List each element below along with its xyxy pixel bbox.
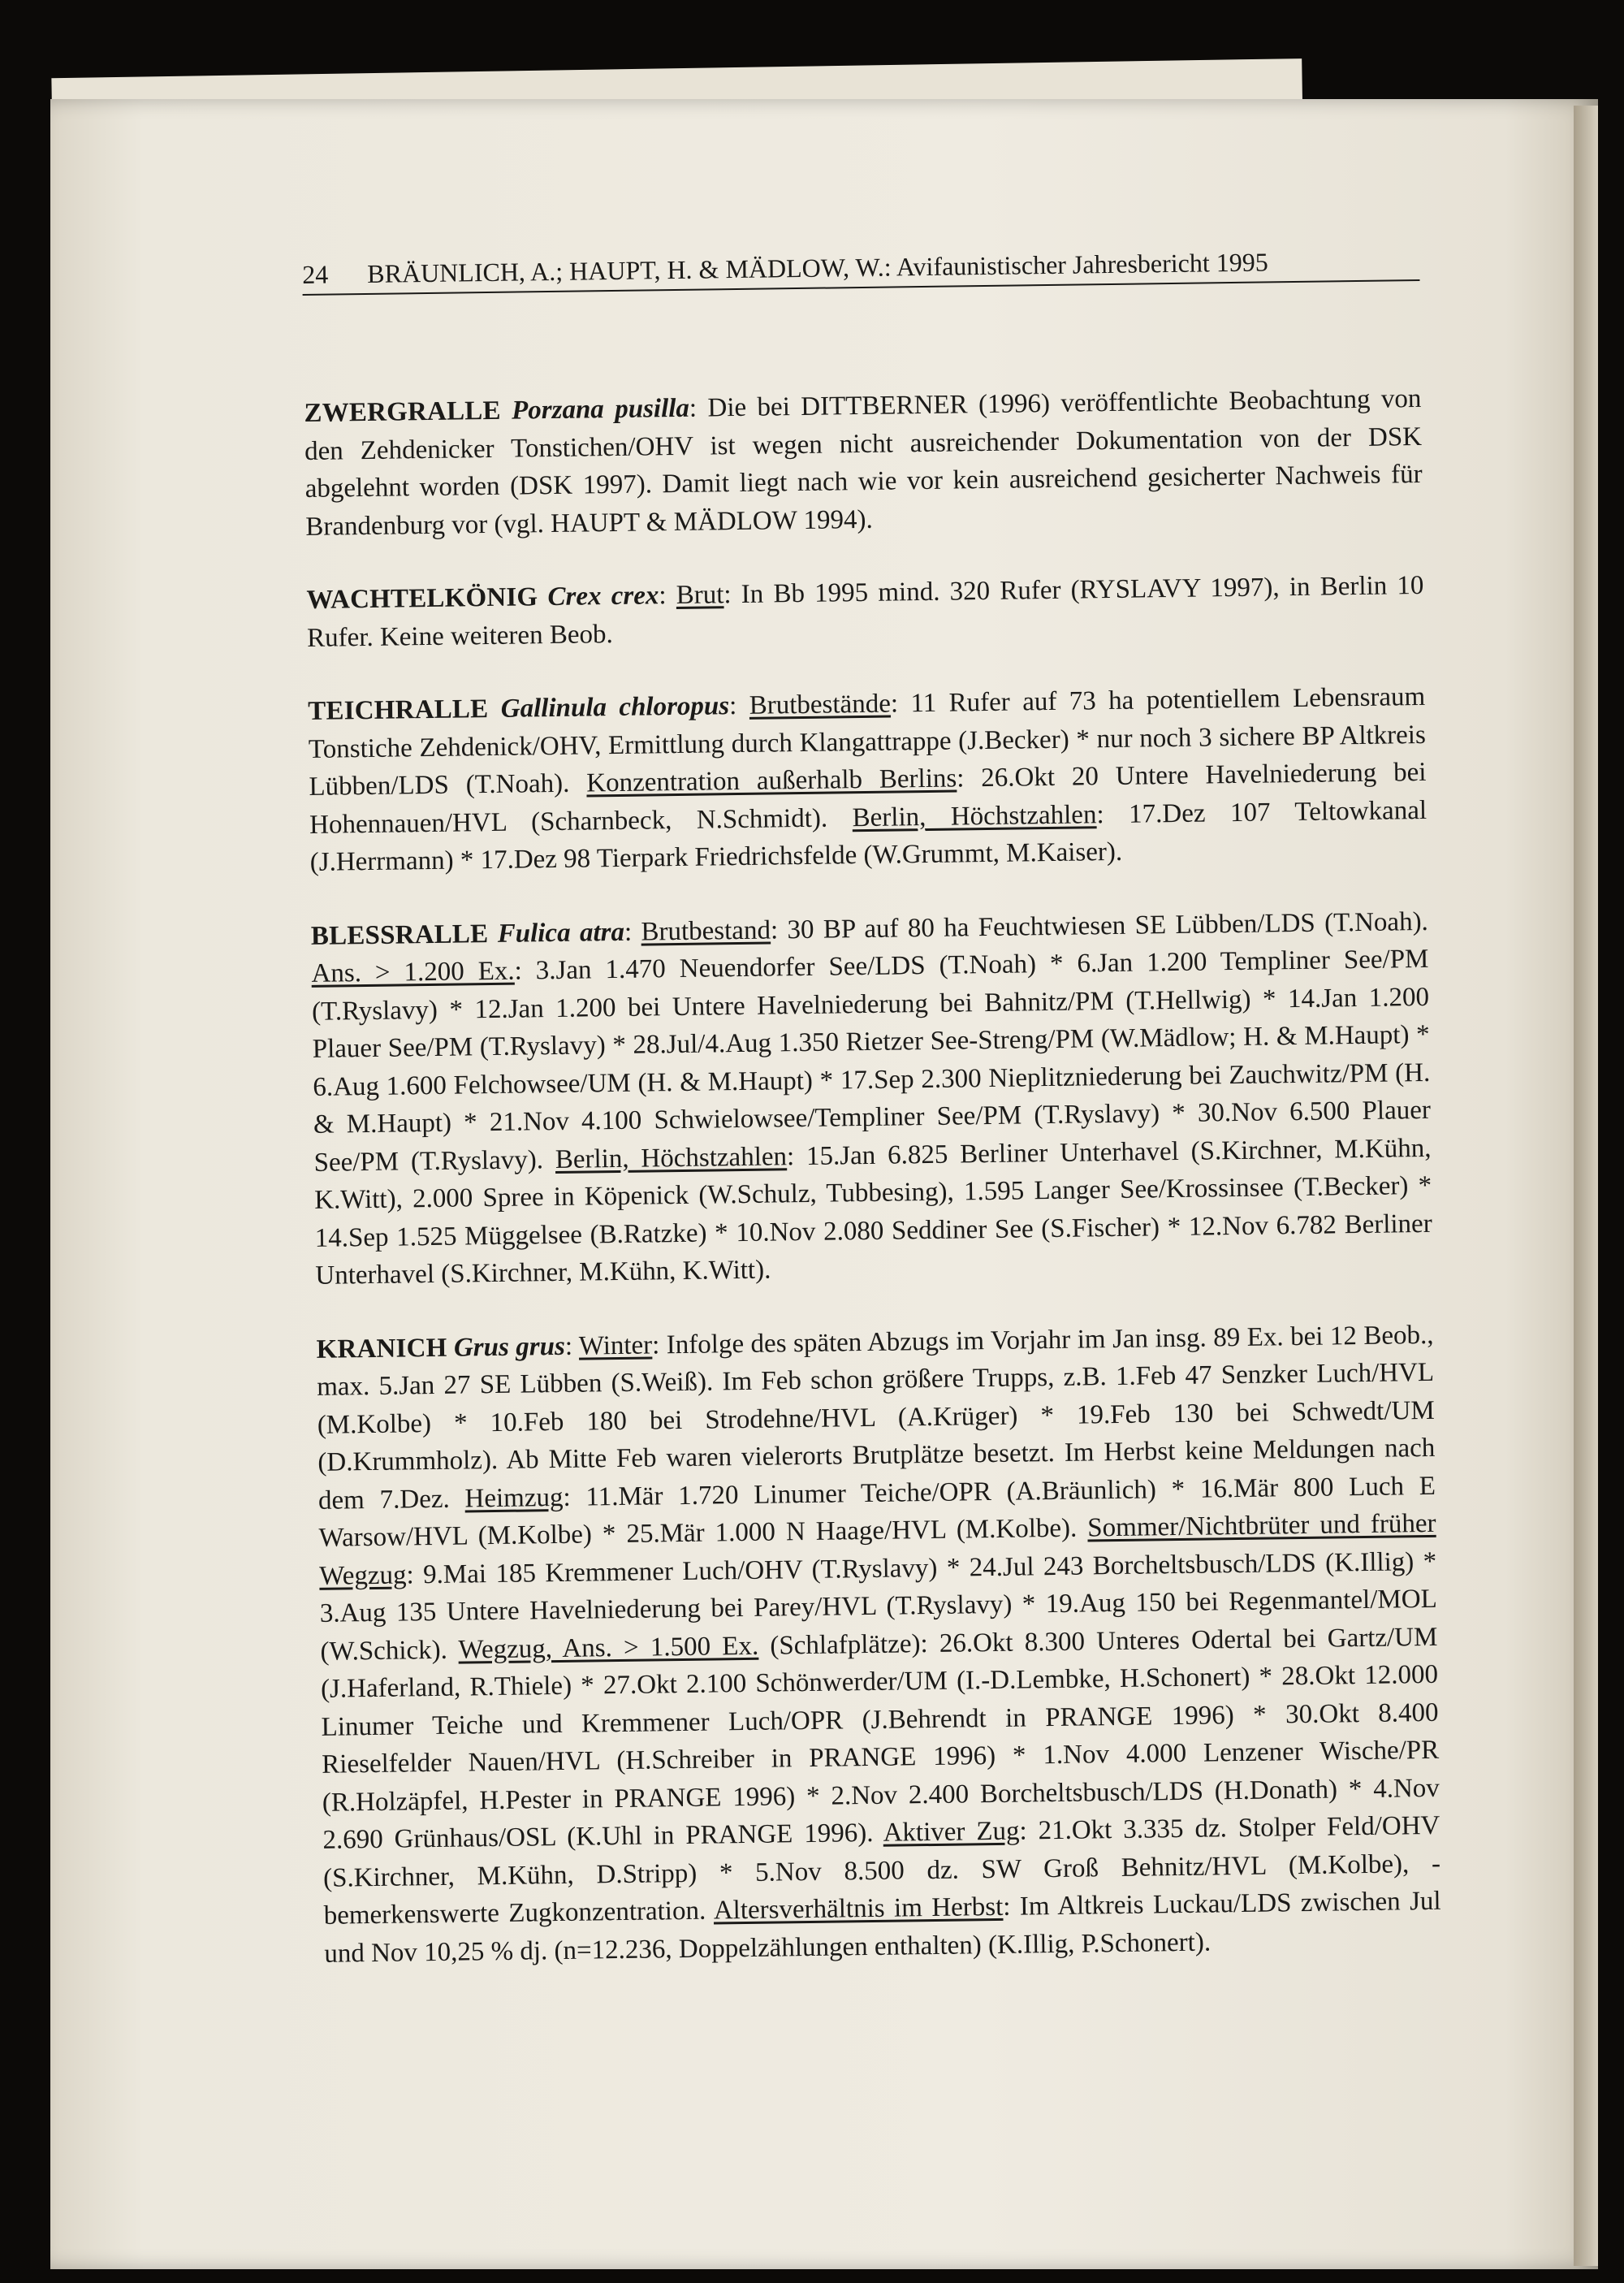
section-heading: Wegzug, Ans. > 1.500 Ex.: [458, 1631, 759, 1665]
section-heading: Sommer/Nichtbrüter und früher Wegzug: [319, 1508, 1436, 1591]
entry-text: :: [624, 917, 641, 947]
section-heading: Heimzug: [464, 1482, 564, 1514]
species-name: WACHTELKÖNIG: [306, 582, 538, 615]
entry-text: : 30 BP auf 80 ha Feuchtwiesen SE Lübben/LDS (T.Noah).: [770, 906, 1429, 945]
section-heading: Ans. > 1.200 Ex.: [311, 956, 515, 988]
entry-text: : Die bei DITTBERNER (1996) veröffentlichte Beobachtung von den Zehdenicker Tonstichen/OHV ist wegen nicht ausreichender Dokumentation von der DSK abgelehnt worden (DSK 1997). Damit liegt nach wie vor kein ausreichend gesicherter Nachweis für Brandenburg vor (vgl. HAUPT & MÄDLOW 1994).: [304, 383, 1423, 542]
scientific-name: Crex crex: [547, 581, 659, 612]
species-name: TEICHRALLE: [308, 694, 489, 726]
scientific-name: Fulica atra: [497, 917, 625, 949]
section-heading: Brutbestände: [749, 689, 892, 720]
section-heading: Winter: [578, 1330, 653, 1361]
entry-text: : In Bb 1995 mind. 320 Rufer (RYSLAVY 1997), in Berlin 10 Rufer. Keine weiteren Beob.: [306, 570, 1424, 653]
entry-text: : 9.Mai 185 Kremmener Luch/OHV (T.Ryslavy) * 24.Jul 243 Borcheltsbusch/LDS (K.Illig) * 3.Aug 135 Untere Havelniederung bei Parey/HVL (T.Ryslavy) * 19.Aug 150 bei Regenmantel/MOL (W.Schick).: [319, 1546, 1437, 1667]
section-heading: Brut: [676, 580, 724, 611]
entry-text: (Schlafplätze): 26.Okt 8.300 Unteres Odertal bei Gartz/UM (J.Haferland, R.Thiele) * 27.Okt 2.100 Schönwerder/UM (I.-D.Lembke, H.Schonert) * 28.Okt 12.000 Linumer Teiche und Kremmener Luch/OPR (J.Behrendt in PRANGE 1996) * 30.Okt 8.400 Rieselfelder Nauen/HVL (H.Schreiber in PRANGE 1996) * 1.Nov 4.000 Lenzener Wische/PR (R.Holzäpfel, H.Pester in PRANGE 1996) * 2.Nov 2.400 Borcheltsbusch/LDS (H.Donath) * 4.Nov 2.690 Grünhaus/OSL (K.Uhl in PRANGE 1996).: [320, 1622, 1440, 1855]
scientific-name: Porzana pusilla: [511, 393, 690, 426]
entry-text: : Im Altkreis Luckau/LDS zwischen Jul und Nov 10,25 % dj. (n=12.236, Doppelzählungen enthalten) (K.Illig, P.Schonert).: [324, 1886, 1441, 1969]
species-entry-wachtelkönig: [306, 567, 1424, 657]
species-entries: [304, 380, 1441, 1973]
entry-text: :: [659, 581, 676, 611]
entry-text: : 3.Jan 1.470 Neuendorfer See/LDS (T.Noah) * 6.Jan 1.200 Templiner See/PM (T.Ryslavy) * 12.Jan 1.200 bei Untere Havelniederung bei Bahnitz/PM (T.Hellwig) * 14.Jan 1.200 Plauer See/PM (T.Ryslavy) * 28.Jul/4.Aug 1.350 Rietzer See-Streng/PM (W.Mädlow; H. & M.Haupt) * 6.Aug 1.600 Felchowsee/UM (H. & M.Haupt) * 17.Sep 2.300 Nieplitzniederung bei Zauchwitz/PM (H. & M.Haupt) * 21.Nov 4.100 Schwielowsee/Templiner See/PM (T.Ryslavy) * 30.Nov 6.500 Plauer See/PM (T.Ryslavy).: [311, 944, 1432, 1178]
species-name: KRANICH: [316, 1333, 447, 1364]
species-name: ZWERGRALLE: [304, 396, 501, 428]
entry-text: : 17.Dez 107 Teltowkanal (J.Herrmann) * 17.Dez 98 Tierpark Friedrichsfelde (W.Grummt, M.Kaiser).: [309, 795, 1427, 877]
scientific-name: Gallinula chloropus: [500, 691, 730, 724]
species-name: BLESSRALLE: [310, 919, 489, 951]
species-entry-blessralle: [311, 902, 1433, 1295]
species-entry-zwergralle: [304, 380, 1423, 546]
entry-text: : 26.Okt 20 Untere Havelniederung bei Hohennauen/HVL (Scharnbeck, N.Schmidt).: [309, 757, 1427, 840]
section-heading: Brutbestand: [641, 915, 771, 947]
entry-text: :: [564, 1331, 580, 1361]
section-heading: Konzentration außerhalb Berlins: [586, 763, 957, 798]
running-head-title: BRÄUNLICH, A.; HAUPT, H. & MÄDLOW, W.: Avifaunistischer Jahresbericht 1995: [367, 247, 1268, 288]
entry-text: : 21.Okt 3.335 dz. Stolper Feld/OHV (S.Kirchner, M.Kühn, D.Stripp) * 5.Nov 8.500 dz. SW Groß Behnitz/HVL (M.Kolbe), - bemerkenswerte Zugkonzentration.: [322, 1810, 1441, 1931]
scientific-name: Grus grus: [453, 1331, 566, 1363]
entry-text: : 11.Mär 1.720 Linumer Teiche/OPR (A.Bräunlich) * 16.Mär 800 Luch E Warsow/HVL (M.Kolbe) * 25.Mär 1.000 N Haage/HVL (M.Kolbe).: [318, 1471, 1436, 1553]
entry-text: : 11 Rufer auf 73 ha potentiellem Lebensraum Tonstiche Zehdenick/OHV, Ermittlung durch Klangattrappe (J.Becker) * nur noch 3 sichere BP Altkreis Lübben/LDS (T.Noah).: [308, 681, 1427, 802]
entry-text: : Infolge des späten Abzugs im Vorjahr im Jan insg. 89 Ex. bei 12 Beob., max. 5.Jan 27 SE Lübben (S.Weiß). Im Feb schon größere Trupps, z.B. 1.Feb 47 Senzker Luch/HVL (M.Kolbe) * 10.Feb 180 bei Strodehne/HVL (A.Krüger) * 19.Feb 130 bei Schwedt/UM (D.Krummholz). Ab Mitte Feb waren vielerorts Brutplätze besetzt. Im Herbst keine Meldungen nach dem 7.Dez.: [316, 1320, 1436, 1516]
page-edge: [1574, 106, 1598, 2266]
section-heading: Berlin, Höchstzahlen: [852, 799, 1097, 832]
page-number: 24: [302, 259, 329, 289]
page-content: [302, 244, 1442, 2008]
species-entry-teichralle: [308, 678, 1427, 881]
entry-text: :: [728, 690, 749, 721]
entry-text: : 15.Jan 6.825 Berliner Unterhavel (S.Kirchner, M.Kühn, K.Witt), 2.000 Spree in Köpenick (W.Schulz, Tubbesing), 1.595 Langer See/Krossinsee (T.Becker) * 14.Sep 1.525 Müggelsee (B.Ratzke) * 10.Nov 2.080 Seddiner See (S.Fischer) * 12.Nov 6.782 Berliner Unterhavel (S.Kirchner, M.Kühn, K.Witt).: [313, 1133, 1432, 1291]
section-heading: Aktiver Zug: [883, 1816, 1020, 1848]
species-entry-kranich: [316, 1316, 1441, 1972]
section-heading: Berlin, Höchstzahlen: [555, 1141, 788, 1174]
section-heading: Altersverhältnis im Herbst: [713, 1892, 1004, 1926]
